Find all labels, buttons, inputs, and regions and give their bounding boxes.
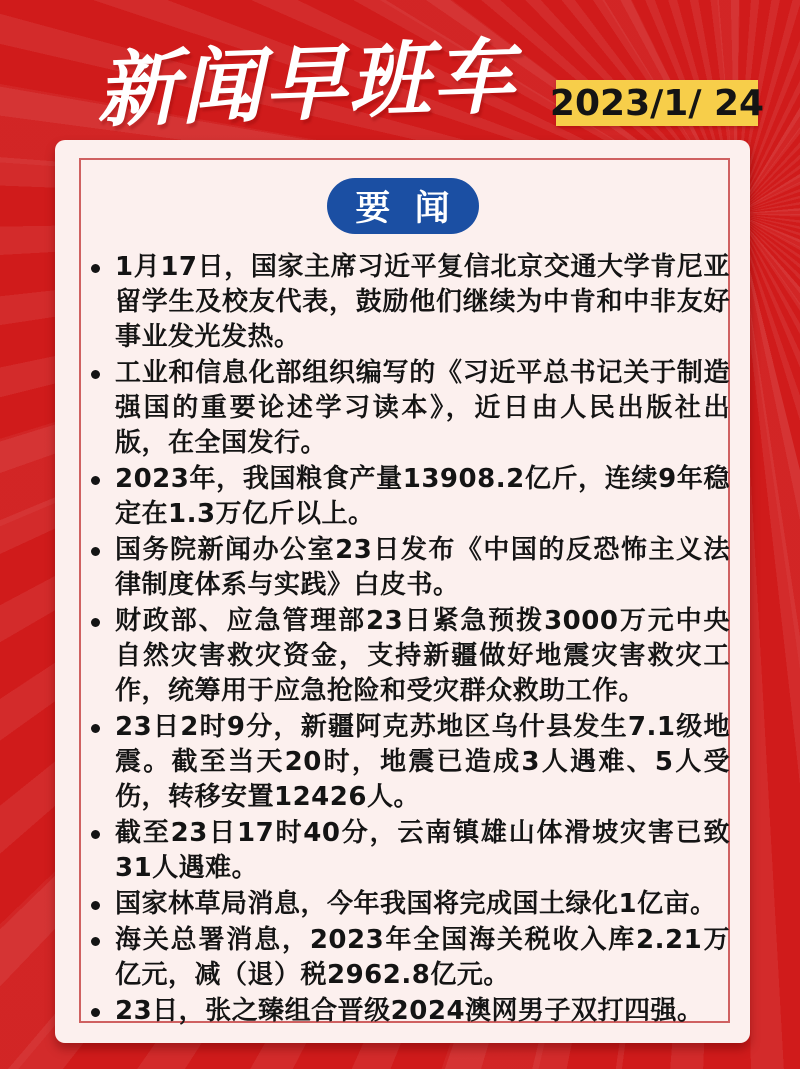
news-item-text: 23日，张之臻组合晋级2024澳网男子双打四强。 xyxy=(115,996,704,1026)
news-item xyxy=(89,710,730,815)
news-item-text: 截至23日17时40分，云南镇雄山体滑坡灾害已致31人遇难。 xyxy=(115,818,730,883)
bullet-dot-icon xyxy=(89,604,115,639)
news-item xyxy=(89,994,730,1029)
news-item-text: 海关总署消息，2023年全国海关税收入库2.21万亿元，减（退）税2962.8亿元。 xyxy=(115,925,730,990)
news-item xyxy=(89,250,730,355)
news-item-text: 工业和信息化部组织编写的《习近平总书记关于制造强国的重要论述学习读本》，近日由人民出版社出版，在全国发行。 xyxy=(115,358,730,458)
news-item-text: 国务院新闻办公室23日发布《中国的反恐怖主义法律制度体系与实践》白皮书。 xyxy=(115,535,730,600)
news-item-text: 2023年，我国粮食产量13908.2亿斤，连续9年稳定在1.3万亿斤以上。 xyxy=(115,464,730,529)
news-item-text: 国家林草局消息，今年我国将完成国土绿化1亿亩。 xyxy=(115,889,717,919)
news-item-text: 财政部、应急管理部23日紧急预拨3000万元中央自然灾害救灾资金，支持新疆做好地震灾害救灾工作，统筹用于应急抢险和受灾群众救助工作。 xyxy=(115,606,730,706)
news-list xyxy=(55,250,750,1029)
bullet-dot-icon xyxy=(89,250,115,285)
bullet-dot-icon xyxy=(89,887,115,922)
bullet-dot-icon xyxy=(89,356,115,391)
section-pill-headlines: 要 闻 xyxy=(327,178,479,234)
news-item xyxy=(89,887,730,922)
poster-title: 新闻早班车 xyxy=(94,29,518,140)
news-card xyxy=(55,140,750,1043)
bullet-dot-icon xyxy=(89,816,115,851)
bullet-dot-icon xyxy=(89,923,115,958)
bullet-dot-icon xyxy=(89,462,115,497)
bullet-dot-icon xyxy=(89,994,115,1029)
news-item xyxy=(89,604,730,709)
news-item-text: 1月17日，国家主席习近平复信北京交通大学肯尼亚留学生及校友代表，鼓励他们继续为中肯和中非友好事业发光发热。 xyxy=(115,252,730,352)
news-item xyxy=(89,462,730,532)
date-badge: 2023/1/ 24 xyxy=(556,80,758,126)
bullet-dot-icon xyxy=(89,533,115,568)
news-item xyxy=(89,356,730,461)
news-item xyxy=(89,816,730,886)
news-item xyxy=(89,923,730,993)
news-item xyxy=(89,533,730,603)
news-item-text: 23日2时9分，新疆阿克苏地区乌什县发生7.1级地震。截至当天20时，地震已造成3人遇难、5人受伤，转移安置12426人。 xyxy=(115,712,730,812)
bullet-dot-icon xyxy=(89,710,115,745)
